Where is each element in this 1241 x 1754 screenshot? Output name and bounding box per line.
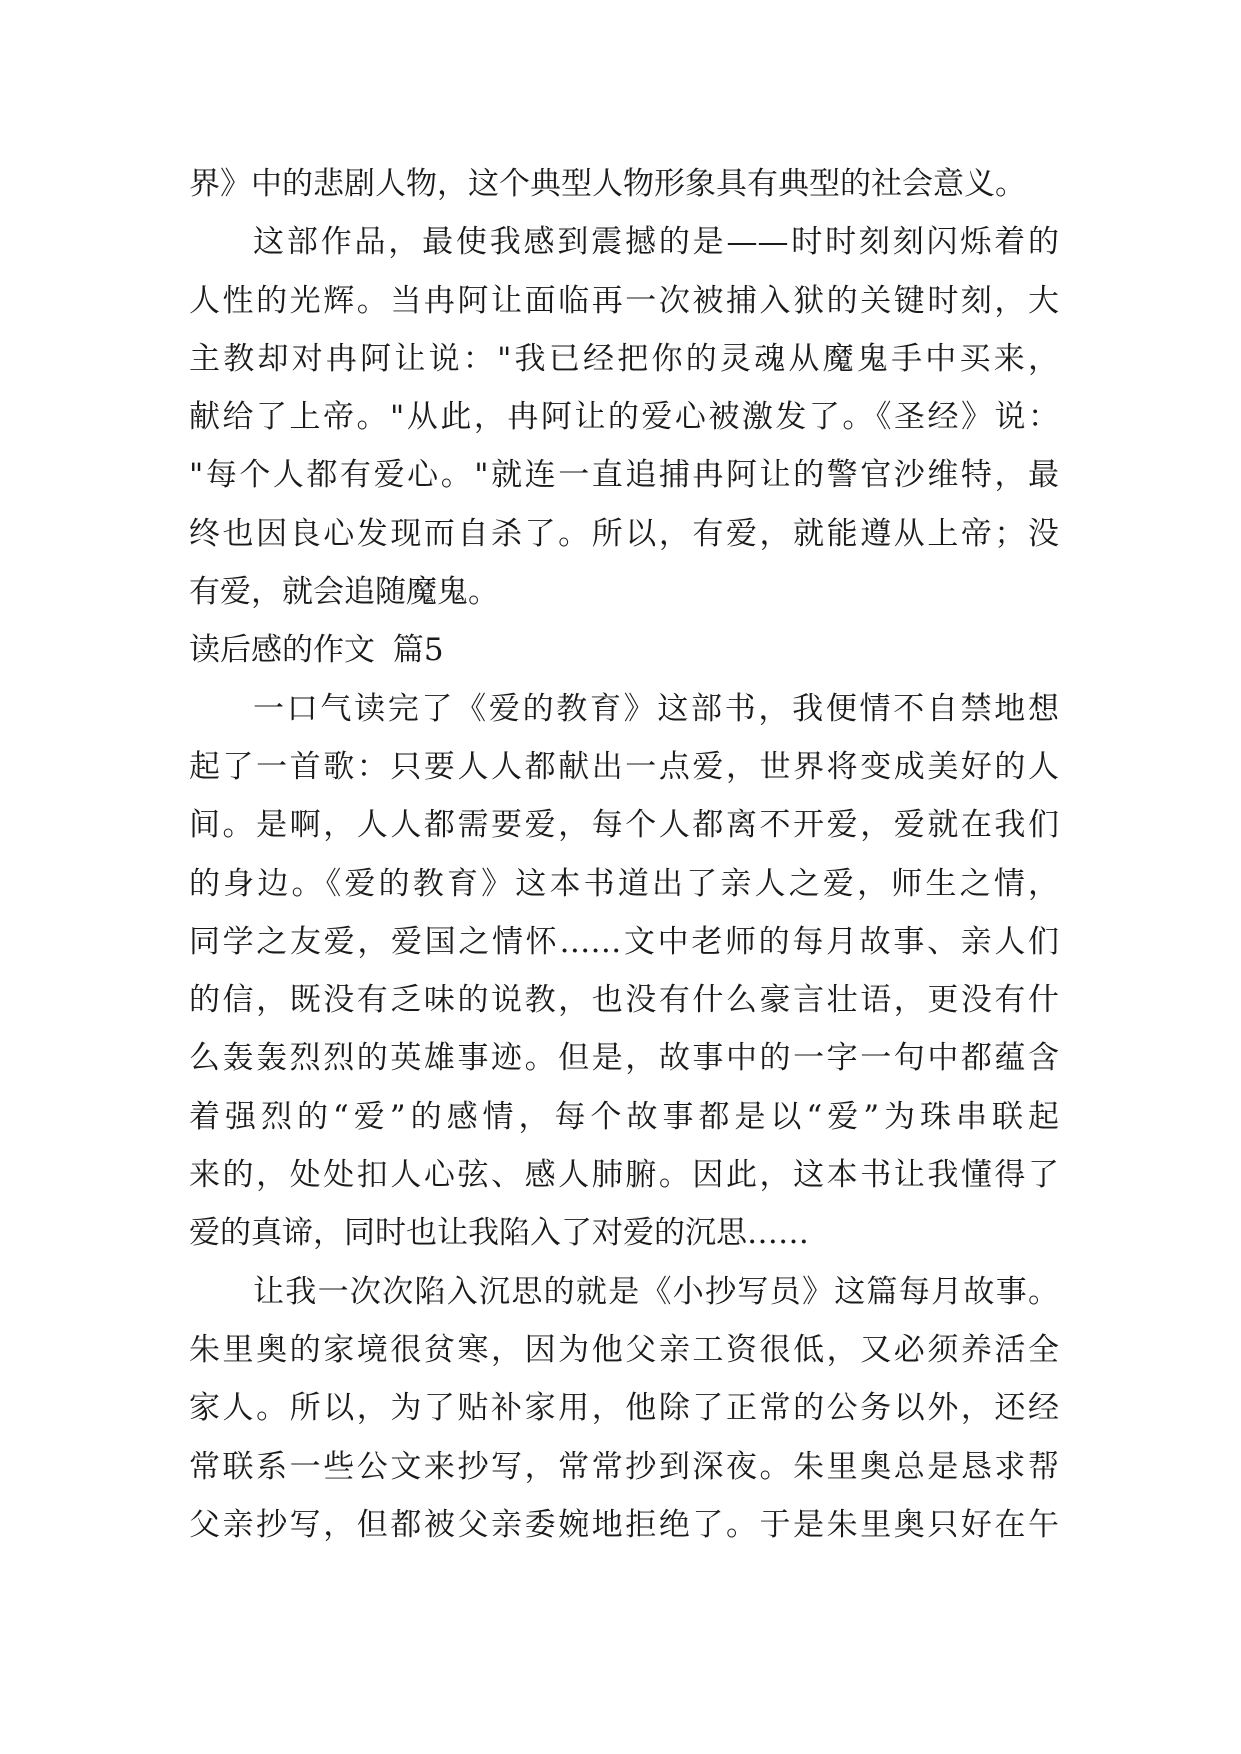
text-line: 来的，处处扣人心弦、感人肺腑。因此，这本书让我懂得了 (189, 1157, 1059, 1194)
text-line: 么轰轰烈烈的英雄事迹。但是，故事中的一字一句中都蕴含 (189, 1040, 1059, 1077)
document-body (189, 155, 1059, 1554)
section-heading: 读后感的作文 篇5 (189, 632, 444, 669)
text-line: 一口气读完了《爱的教育》这部书，我便情不自禁地想 (253, 690, 1059, 727)
text-line: 终也因良心发现而自杀了。所以，有爱，就能遵从上帝；没 (189, 515, 1059, 552)
text-line: 家人。所以，为了贴补家用，他除了正常的公务以外，还经 (189, 1390, 1059, 1427)
text-line: 朱里奥的家境很贫寒，因为他父亲工资很低，又必须养活全 (189, 1331, 1059, 1368)
text-line: 同学之友爱，爱国之情怀……文中老师的每月故事、亲人们 (189, 923, 1059, 960)
text-line: 着强烈的“爱”的感情，每个故事都是以“爱”为珠串联起 (189, 1098, 1059, 1135)
text-line: "每个人都有爱心。"就连一直追捕冉阿让的警官沙维特，最 (189, 457, 1059, 494)
text-line: 起了一首歌：只要人人都献出一点爱，世界将变成美好的人 (189, 748, 1059, 785)
text-line: 的信，既没有乏味的说教，也没有什么豪言壮语，更没有什 (189, 982, 1059, 1019)
text-line: 主教却对冉阿让说："我已经把你的灵魂从魔鬼手中买来， (189, 340, 1059, 377)
text-line: 爱的真谛，同时也让我陷入了对爱的沉思…… (189, 1215, 809, 1252)
text-line: 有爱，就会追随魔鬼。 (189, 574, 499, 611)
text-line: 献给了上帝。"从此，冉阿让的爱心被激发了。《圣经》说： (189, 399, 1059, 436)
text-line: 界》中的悲剧人物，这个典型人物形象具有典型的社会意义。 (189, 166, 1026, 202)
text-line: 间。是啊，人人都需要爱，每个人都离不开爱，爱就在我们 (189, 807, 1059, 844)
text-line: 这部作品，最使我感到震撼的是——时时刻刻闪烁着的 (253, 224, 1059, 261)
text-line: 人性的光辉。当冉阿让面临再一次被捕入狱的关键时刻，大 (189, 282, 1059, 319)
text-line: 父亲抄写，但都被父亲委婉地拒绝了。于是朱里奥只好在午 (189, 1506, 1059, 1543)
text-line: 的身边。《爱的教育》这本书道出了亲人之爱，师生之情， (189, 865, 1059, 902)
text-line: 常联系一些公文来抄写，常常抄到深夜。朱里奥总是恳求帮 (189, 1448, 1059, 1485)
text-line: 让我一次次陷入沉思的就是《小抄写员》这篇每月故事。 (253, 1273, 1059, 1310)
